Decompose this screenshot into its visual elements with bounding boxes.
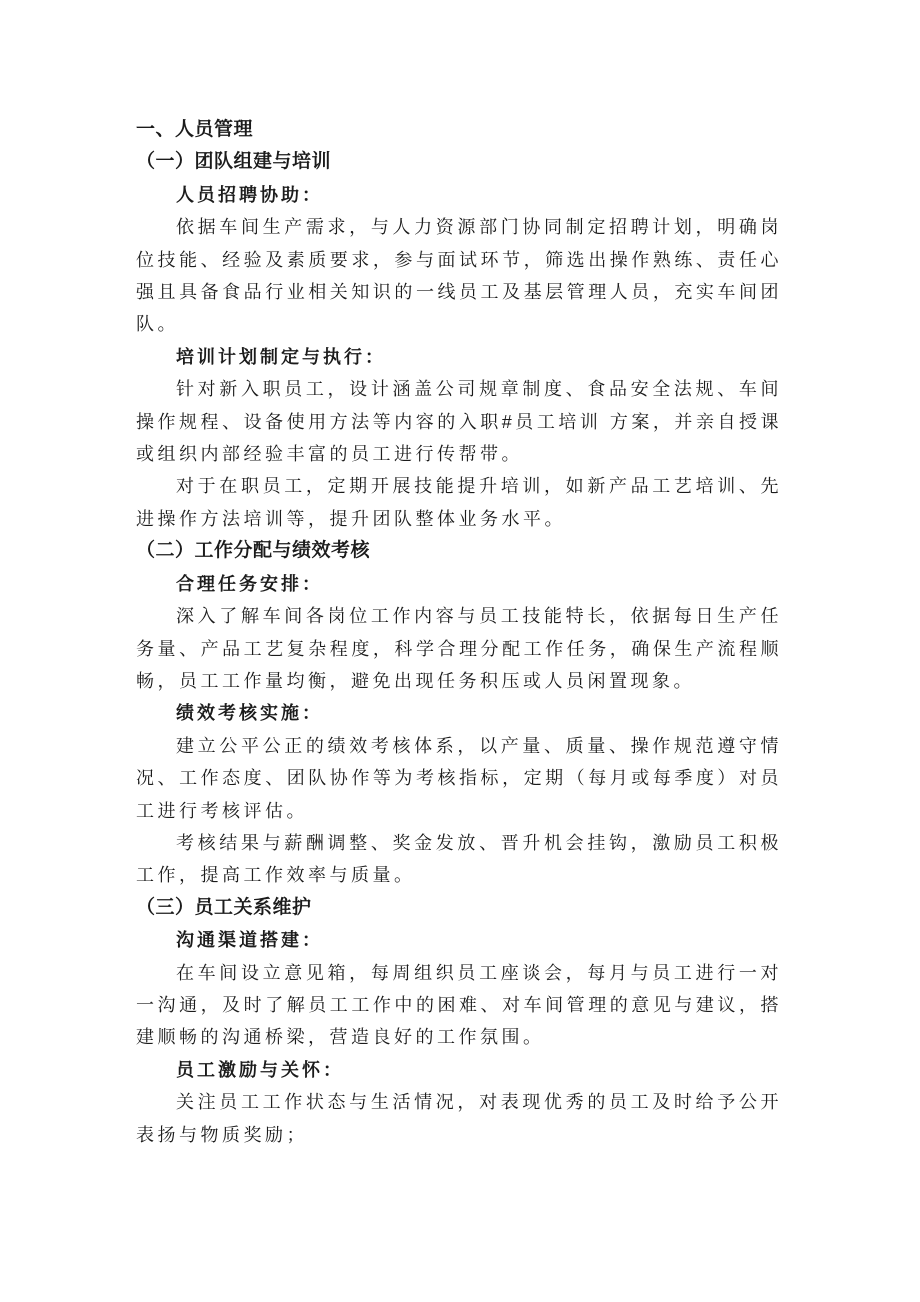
topic-heading-training-plan: 培训计划制定与执行： [176,346,386,367]
subsection-heading-work-allocation-performance: （二）工作分配与绩效考核 [136,540,371,562]
paragraph-new-employee-training: 针对新入职员工，设计涵盖公司规章制度、食品安全法规、车间操作规程、设备使用方法等内容的入职#员工培训 方案，并亲自授课或组织内部经验丰富的员工进行传帮带。 [136,379,782,465]
topic-heading-performance-appraisal: 绩效考核实施： [176,703,323,724]
paragraph-motivation-detail: 关注员工工作状态与生活情况，对表现优秀的员工及时给予公开表扬与物质奖励； [136,1092,782,1145]
topic-heading-task-arrangement: 合理任务安排： [176,573,323,594]
paragraph-appraisal-system: 建立公平公正的绩效考核体系，以产量、质量、操作规范遵守情况、工作态度、团队协作等为考核指标，定期（每月或每季度）对员工进行考核评估。 [136,735,782,821]
subsection-heading-employee-relations: （三）员工关系维护 [136,896,312,918]
paragraph-ongoing-employee-training: 对于在职员工，定期开展技能提升培训，如新产品工艺培训、先进操作方法培训等，提升团队整体业务水平。 [136,476,782,529]
paragraph-task-arrangement-detail: 深入了解车间各岗位工作内容与员工技能特长，依据每日生产任务量、产品工艺复杂程度，科学合理分配工作任务，确保生产流程顺畅，员工工作量均衡，避免出现任务积压或人员闲置现象。 [136,606,782,691]
topic-heading-communication-channels: 沟通渠道搭建： [176,930,323,951]
paragraph-communication-detail: 在车间设立意见箱，每周组织员工座谈会，每月与员工进行一对一沟通，及时了解员工工作中的困难、对车间管理的意见与建议，搭建顺畅的沟通桥梁，营造良好的工作氛围。 [136,962,782,1048]
paragraph-appraisal-results: 考核结果与薪酬调整、奖金发放、晋升机会挂钩，激励员工积极工作，提高工作效率与质量。 [136,832,782,886]
subsection-heading-team-building-training: （一）团队组建与培训 [136,151,332,173]
document-page [136,114,782,1151]
paragraph-recruitment-detail: 依据车间生产需求，与人力资源部门协同制定招聘计划，明确岗位技能、经验及素质要求，参与面试环节，筛选出操作熟练、责任心强且具备食品行业相关知识的一线员工及基层管理人员，充实车间团队。 [136,217,782,335]
topic-heading-recruitment-assistance: 人员招聘协助： [176,184,323,205]
section-heading-personnel-management: 一、人员管理 [136,119,254,140]
topic-heading-employee-motivation-care: 员工激励与关怀： [176,1059,344,1080]
